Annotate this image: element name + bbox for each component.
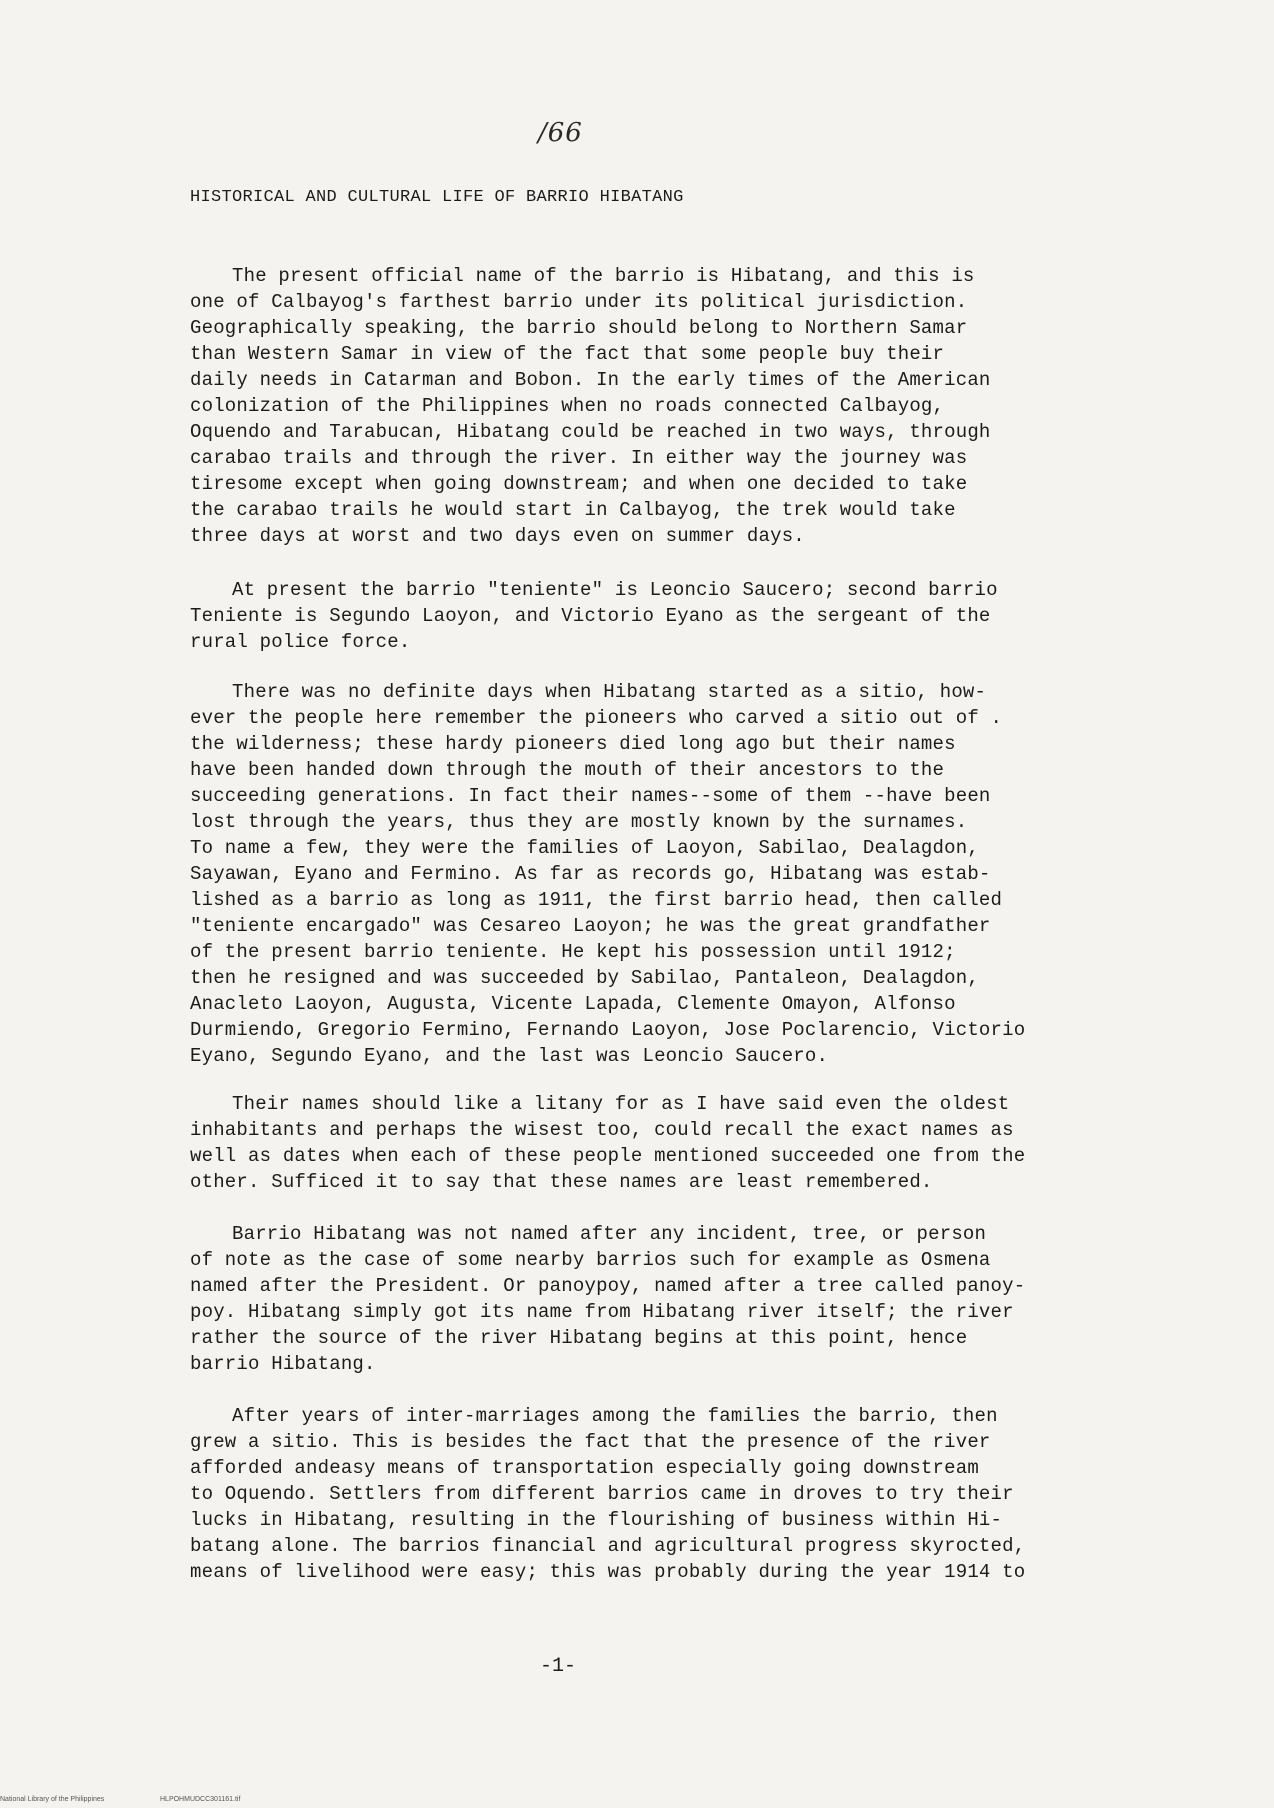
paragraph-line: poy. Hibatang simply got its name from Hibatang river itself; the river (190, 1301, 1014, 1323)
paragraph-line: Anacleto Laoyon, Augusta, Vicente Lapada, Clemente Omayon, Alfonso (190, 993, 956, 1015)
paragraph-line: have been handed down through the mouth of their ancestors to the (190, 759, 945, 781)
paragraph-line: named after the President. Or panoypoy, named after a tree called panoy- (190, 1275, 1026, 1297)
paragraph-line: Durmiendo, Gregorio Fermino, Fernando Laoyon, Jose Poclarencio, Victorio (190, 1019, 1026, 1041)
paragraph-line: To name a few, they were the families of Laoyon, Sabilao, Dealagdon, (190, 837, 979, 859)
paragraph-line: Their names should like a litany for as I have said even the oldest (232, 1093, 1010, 1115)
document-title: HISTORICAL AND CULTURAL LIFE OF BARRIO HIBATANG (190, 188, 684, 207)
paragraph-line: colonization of the Philippines when no roads connected Calbayog, (190, 395, 945, 417)
paragraph-line: barrio Hibatang. (190, 1353, 376, 1375)
paragraph-line: daily needs in Catarman and Bobon. In the early times of the American (190, 369, 991, 391)
paragraph-line: lost through the years, thus they are mostly known by the surnames. (190, 811, 968, 833)
footer-page-number: -1- (540, 1655, 577, 1678)
paragraph-line: than Western Samar in view of the fact that some people buy their (190, 343, 945, 365)
paragraph-line: "teniente encargado" was Cesareo Laoyon; he was the great grandfather (190, 915, 991, 937)
paragraph-line: succeeding generations. In fact their names--some of them --have been (190, 785, 991, 807)
paragraph-line: lucks in Hibatang, resulting in the flourishing of business within Hi- (190, 1509, 1003, 1531)
paragraph-line: Teniente is Segundo Laoyon, and Victorio Eyano as the sergeant of the (190, 605, 991, 627)
paragraph-line: of note as the case of some nearby barrios such for example as Osmena (190, 1249, 991, 1271)
paragraph-line: rather the source of the river Hibatang begins at this point, hence (190, 1327, 968, 1349)
paragraph-line: The present official name of the barrio is Hibatang, and this is (232, 265, 975, 287)
archive-file-id: HLPOHMUDCC301161.tif (160, 1796, 241, 1803)
paragraph-line: Oquendo and Tarabucan, Hibatang could be reached in two ways, through (190, 421, 991, 443)
paragraph-line: batang alone. The barrios financial and agricultural progress skyrocted, (190, 1535, 1026, 1557)
paragraph-line: well as dates when each of these people mentioned succeeded one from the (190, 1145, 1026, 1167)
paragraph-line: tiresome except when going downstream; and when one decided to take (190, 473, 968, 495)
paragraph-line: other. Sufficed it to say that these names are least remembered. (190, 1171, 933, 1193)
paragraph-line: Geographically speaking, the barrio should belong to Northern Samar (190, 317, 968, 339)
paragraph-line: Barrio Hibatang was not named after any incident, tree, or person (232, 1223, 987, 1245)
handwritten-page-number: /66 (538, 118, 583, 148)
paragraph-line: ever the people here remember the pioneers who carved a sitio out of . (190, 707, 1003, 729)
paragraph-line: the wilderness; these hardy pioneers died long ago but their names (190, 733, 956, 755)
paragraph-line: three days at worst and two days even on summer days. (190, 525, 805, 547)
paragraph-line: grew a sitio. This is besides the fact that the presence of the river (190, 1431, 991, 1453)
paragraph-line: to Oquendo. Settlers from different barrios came in droves to try their (190, 1483, 1014, 1505)
paragraph-line: There was no definite days when Hibatang started as a sitio, how- (232, 681, 987, 703)
paragraph-line: inhabitants and perhaps the wisest too, could recall the exact names as (190, 1119, 1014, 1141)
paragraph-line: After years of inter-marriages among the families the barrio, then (232, 1405, 998, 1427)
paragraph-line: afforded andeasy means of transportation especially going downstream (190, 1457, 979, 1479)
archive-source-label: National Library of the Philippines (0, 1796, 105, 1803)
paragraph-line: then he resigned and was succeeded by Sabilao, Pantaleon, Dealagdon, (190, 967, 979, 989)
paragraph-line: the carabao trails he would start in Calbayog, the trek would take (190, 499, 956, 521)
paragraph-line: Eyano, Segundo Eyano, and the last was Leoncio Saucero. (190, 1045, 829, 1067)
paragraph-line: of the present barrio teniente. He kept his possession until 1912; (190, 941, 956, 963)
paragraph-line: Sayawan, Eyano and Fermino. As far as records go, Hibatang was estab- (190, 863, 991, 885)
paragraph-line: rural police force. (190, 631, 411, 653)
paragraph-line: one of Calbayog's farthest barrio under its political jurisdiction. (190, 291, 968, 313)
paragraph-line: carabao trails and through the river. In either way the journey was (190, 447, 968, 469)
paragraph-line: At present the barrio "teniente" is Leoncio Saucero; second barrio (232, 579, 998, 601)
paragraph-line: lished as a barrio as long as 1911, the first barrio head, then called (190, 889, 1003, 911)
paragraph-line: means of livelihood were easy; this was probably during the year 1914 to (190, 1561, 1026, 1583)
